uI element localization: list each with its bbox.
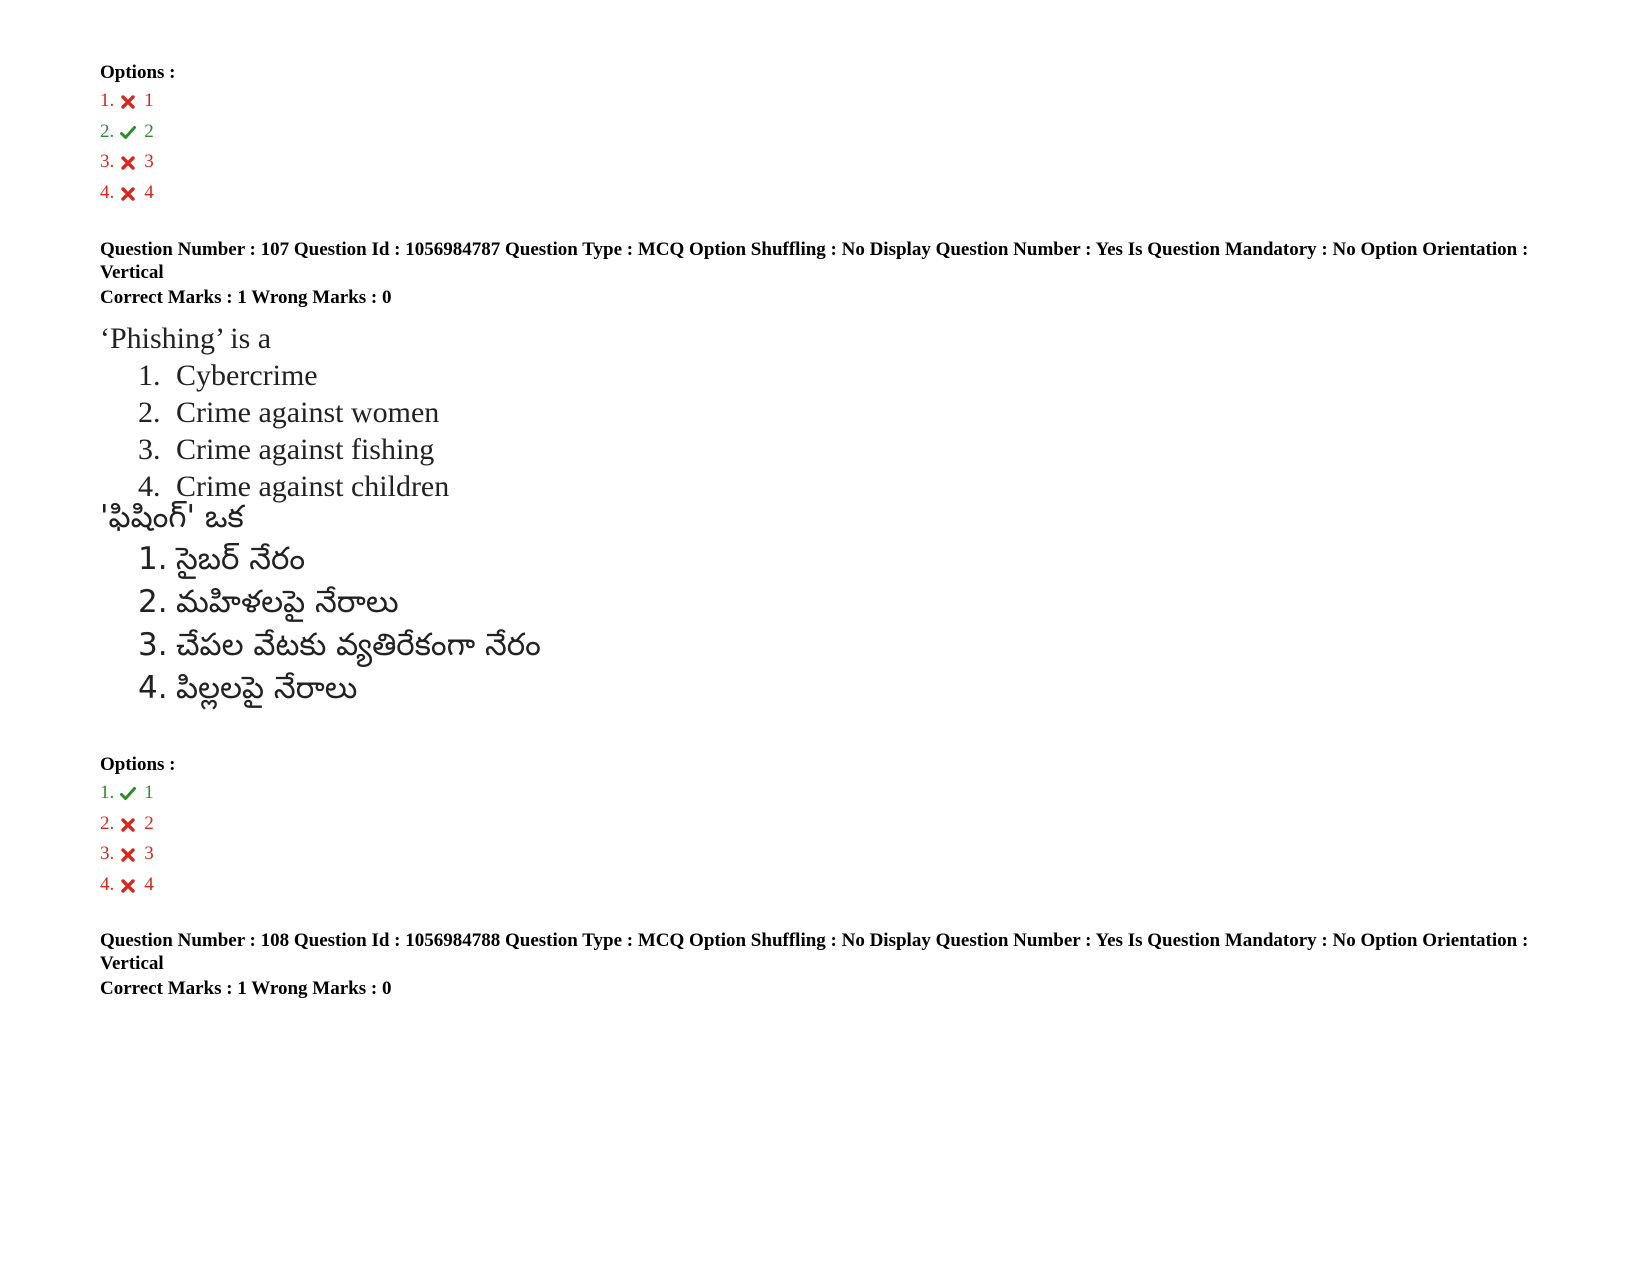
question-stem: 'ఫిషింగ్' ఒక (100, 499, 244, 535)
choice-text: సైబర్ నేరం (176, 541, 306, 577)
question-text-telugu (100, 496, 541, 710)
option-2 (100, 117, 154, 148)
cross-icon (120, 813, 136, 829)
choice-number: 1. (138, 541, 168, 577)
option-number: 3. (100, 151, 115, 172)
choice-number: 2. (138, 396, 161, 429)
option-number: 3. (100, 843, 115, 864)
choice-text: Crime against children (176, 470, 450, 503)
cross-icon (120, 151, 136, 167)
choice-number: 3. (138, 627, 168, 663)
choice-number: 4. (138, 470, 161, 503)
option-4 (100, 178, 154, 209)
cross-icon (120, 874, 136, 890)
choice-text: పిల్లలపై నేరాలు (176, 670, 358, 706)
choice-number: 3. (138, 433, 161, 466)
option-number: 4. (100, 181, 115, 203)
choice-text: Cybercrime (176, 359, 318, 392)
choice-list (100, 357, 449, 505)
cross-icon (120, 90, 136, 106)
choice-item (138, 667, 541, 710)
question-stem: ‘Phishing’ is a (100, 322, 272, 355)
option-value: 3 (144, 151, 154, 172)
choice-item (138, 431, 449, 468)
option-number: 2. (100, 120, 115, 142)
option-value: 4 (144, 181, 154, 203)
option-value: 2 (144, 812, 154, 834)
option-value: 4 (144, 873, 154, 895)
option-number: 1. (100, 782, 115, 803)
options-list (100, 778, 154, 900)
option-value: 3 (144, 843, 154, 864)
cross-icon (120, 843, 136, 859)
choice-item (138, 394, 449, 431)
option-value: 1 (144, 90, 154, 111)
choice-number: 1. (138, 359, 161, 392)
options-heading: Options : (100, 754, 176, 775)
choice-text: Crime against women (176, 396, 440, 429)
option-number: 1. (100, 90, 115, 111)
option-3 (100, 839, 154, 870)
option-value: 1 (144, 782, 154, 803)
question-meta: Question Number : 108 Question Id : 1056984788 Question Type : MCQ Option Shuffling : No Display Question Number : Yes Is Question Mandatory : No Option Orientation : Vertical (100, 930, 1529, 974)
question-marks: Correct Marks : 1 Wrong Marks : 0 (100, 287, 392, 308)
option-3 (100, 147, 154, 178)
choice-text: చేపల వేటకు వ్యతిరేకంగా నేరం (176, 627, 541, 663)
option-value: 2 (144, 120, 154, 142)
choice-text: మహిళలపై నేరాలు (176, 584, 399, 620)
cross-icon (120, 182, 136, 198)
choice-number: 2. (138, 584, 168, 620)
option-2 (100, 809, 154, 840)
option-number: 4. (100, 873, 115, 895)
option-1 (100, 86, 154, 117)
choice-item (138, 581, 541, 624)
question-meta: Question Number : 107 Question Id : 1056984787 Question Type : MCQ Option Shuffling : No Display Question Number : Yes Is Question Mandatory : No Option Orientation : Vertical (100, 239, 1529, 283)
option-number: 2. (100, 812, 115, 834)
choice-item (138, 624, 541, 667)
choice-item (138, 357, 449, 394)
check-icon (120, 121, 136, 137)
options-heading: Options : (100, 62, 176, 83)
option-4 (100, 870, 154, 901)
question-marks: Correct Marks : 1 Wrong Marks : 0 (100, 978, 392, 999)
check-icon (120, 782, 136, 798)
options-list (100, 86, 154, 208)
choice-number: 4. (138, 670, 168, 706)
choice-list (100, 538, 541, 710)
choice-item (138, 538, 541, 581)
question-text-english (100, 320, 449, 505)
option-1 (100, 778, 154, 809)
choice-text: Crime against fishing (176, 433, 435, 466)
